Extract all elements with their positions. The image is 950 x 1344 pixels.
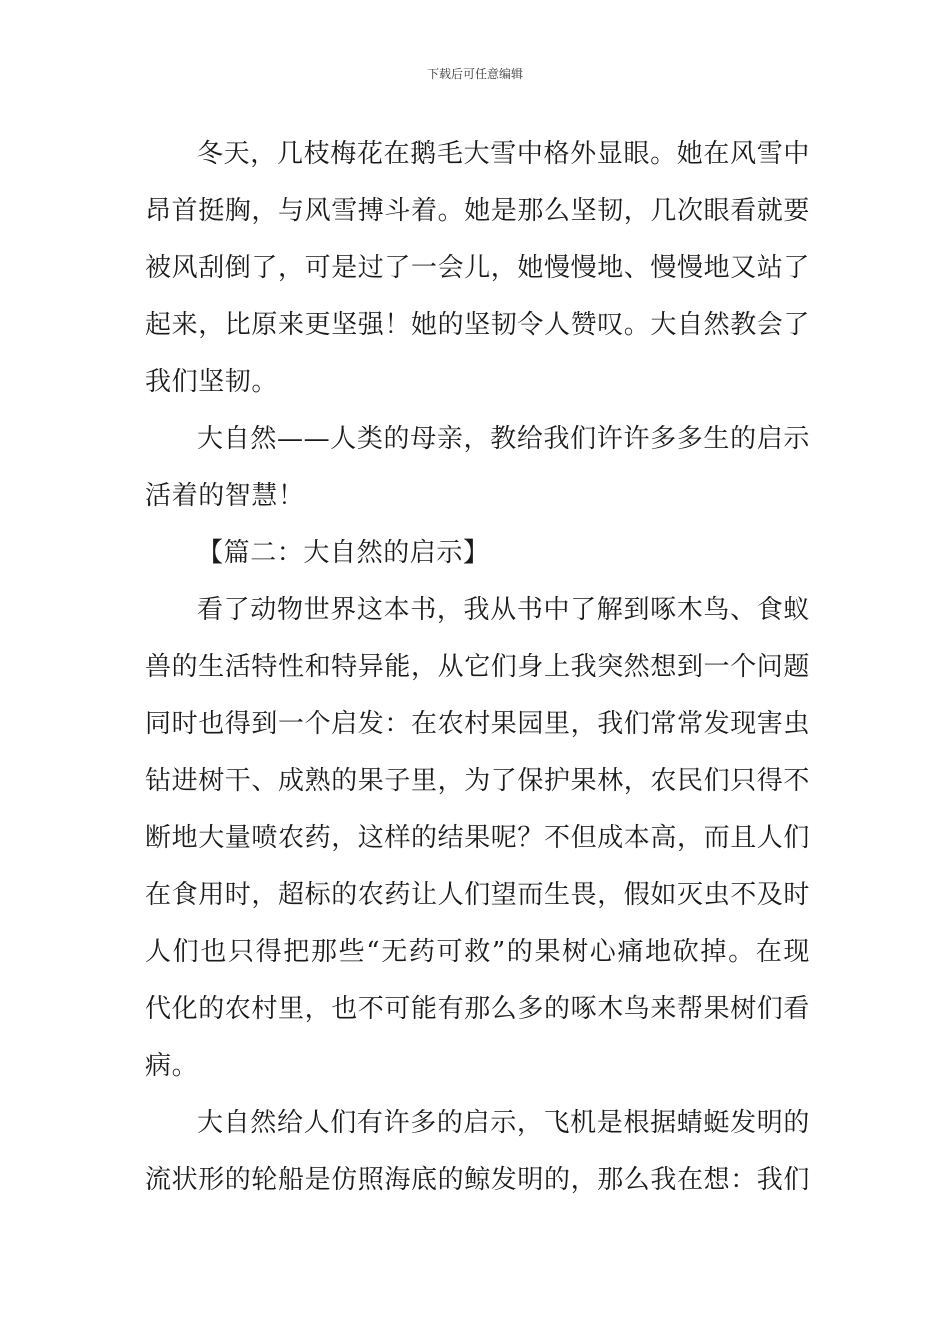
paragraph-nature-mother: 大自然——人类的母亲，教给我们许许多多生的启示活着的智慧！ <box>145 424 810 511</box>
section-heading: 【篇二：大自然的启示】 <box>197 538 490 568</box>
paragraph-nature-inspiration: 大自然给人们有许多的启示，飞机是根据蜻蜓发明的流状形的轮船是仿照海底的鲸发明的，那么我在想：我们 <box>145 1108 811 1195</box>
paragraph-animal-world: 看了动物世界这本书，我从书中了解到啄木鸟、食蚁兽的生活特性和特异能，从它们身上我突然想到一个问题同时也得到一个启发：在农村果园里，我们常常发现害虫钻进树干、成熟的果子里，为了保护果林，农民们只得不断地大量喷农药，这样的结果呢？不但成本高，而且人们在食用时，超标的农药让人们望而生畏，假如灭虫不及时人们也只得把那些“无药可救”的果树心痛地砍掉。在现代化的农村里，也不可能有那么多的啄木鸟来帮果树们看病。 <box>145 595 811 1081</box>
paragraph-plum-blossom: 冬天，几枝梅花在鹅毛大雪中格外显眼。她在风雪中昂首挺胸，与风雪搏斗着。她是那么坚韧，几次眼看就要被风刮倒了，可是过了一会儿，她慢慢地、慢慢地又站了起来，比原来更坚强！她的坚韧令人赞叹。大自然教会了我们坚韧。 <box>145 139 811 397</box>
page-header: 下载后可任意编辑 <box>426 67 523 81</box>
document-body <box>145 126 810 1209</box>
